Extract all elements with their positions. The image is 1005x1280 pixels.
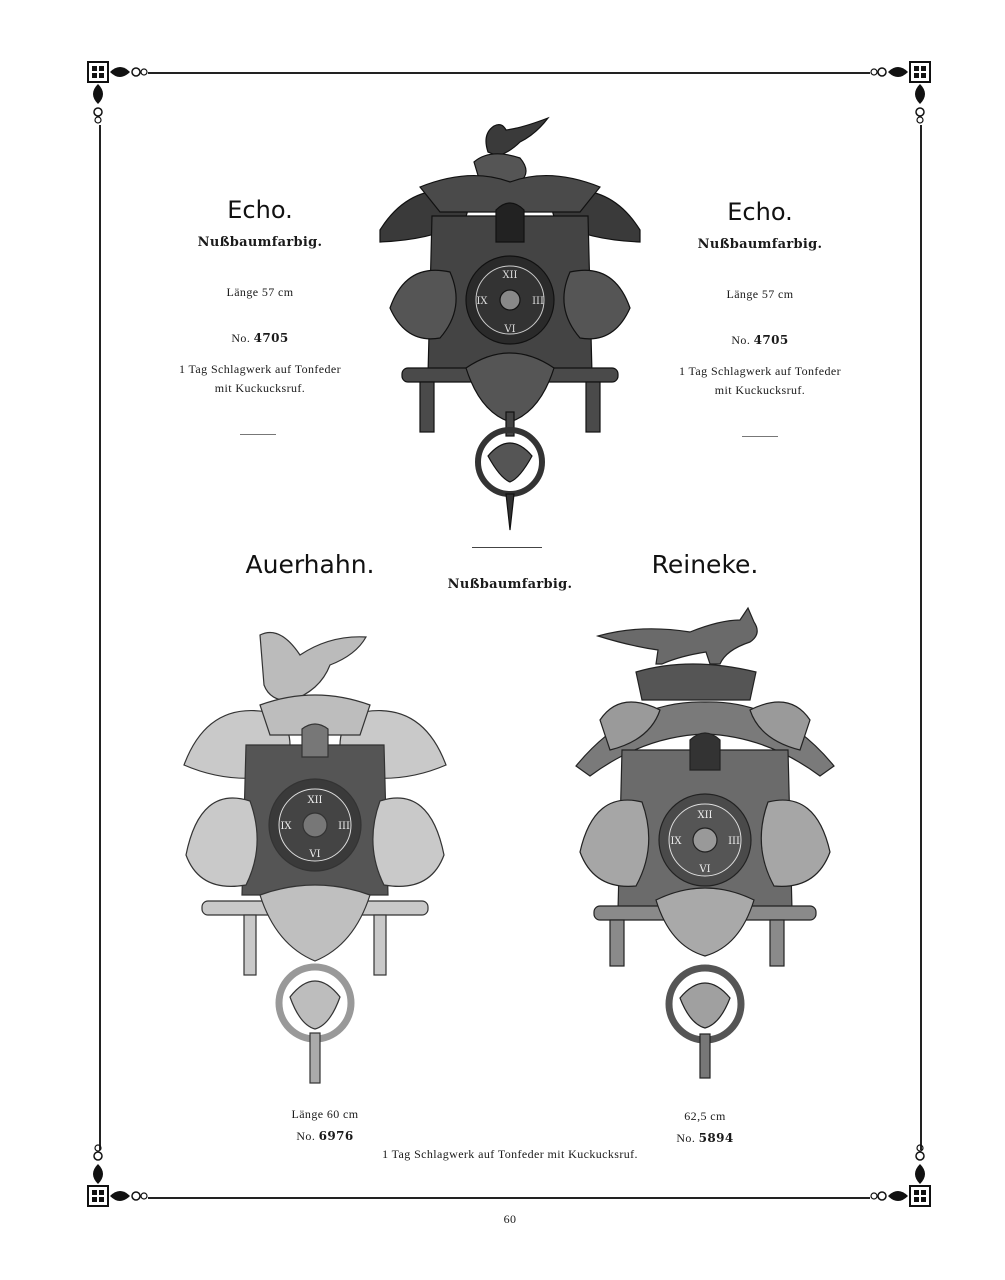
reineke-length: 62,5 cm [684,1109,726,1123]
svg-text:IX: IX [476,296,488,307]
svg-text:VI: VI [699,864,711,875]
divider [472,547,542,548]
article-number: 5894 [698,1131,734,1145]
right-echo-title: Echo. [727,198,793,226]
left-echo-number [180,331,340,346]
right-echo-desc-1: 1 Tag Schlagwerk auf Tonfeder [678,364,842,378]
reineke-number [630,1131,780,1146]
left-echo-desc-1: 1 Tag Schlagwerk auf Tonfeder [178,362,342,376]
left-echo-desc-2: mit Kuckucksruf. [214,381,306,395]
frame-top-line [148,72,870,74]
right-echo-desc-2: mit Kuckucksruf. [714,383,806,397]
article-number: 4705 [253,331,289,345]
frame-bottom-line [148,1197,870,1199]
svg-text:III: III [338,821,350,832]
auerhahn-cuckoo-clock-illustration [180,625,450,1085]
auerhahn-title: Auerhahn. [245,550,375,579]
svg-text:IX: IX [670,836,682,847]
no-prefix: No. [731,333,751,347]
divider [742,436,778,437]
corner-ornament-icon [864,1140,934,1210]
right-echo-number [680,333,840,348]
article-number: 6976 [318,1129,354,1143]
left-echo-title: Echo. [227,196,293,224]
svg-text:VI: VI [504,324,516,335]
corner-ornament-icon [86,60,156,130]
svg-text:XII: XII [697,810,713,821]
auerhahn-length: Länge 60 cm [291,1107,359,1121]
page-number: 60 [503,1212,517,1226]
svg-text:III: III [532,296,544,307]
echo-cuckoo-clock-illustration [370,112,650,532]
shared-finish: Nußbaumfarbig. [447,577,573,592]
svg-text:XII: XII [502,270,518,281]
auerhahn-number [250,1129,400,1144]
corner-ornament-icon [86,1140,156,1210]
no-prefix: No. [676,1131,696,1145]
no-prefix: No. [231,331,251,345]
left-echo-length: Länge 57 cm [226,285,294,299]
frame-left-line [99,125,101,1150]
no-prefix: No. [296,1129,316,1143]
svg-text:III: III [728,836,740,847]
svg-text:VI: VI [309,849,321,860]
left-echo-finish: Nußbaumfarbig. [197,235,323,250]
reineke-title: Reineke. [651,550,759,579]
article-number: 4705 [753,333,789,347]
corner-ornament-icon [864,60,934,130]
right-echo-length: Länge 57 cm [726,287,794,301]
svg-text:IX: IX [280,821,292,832]
reineke-cuckoo-clock-illustration [570,600,840,1080]
svg-text:XII: XII [307,795,323,806]
frame-right-line [920,125,922,1150]
right-echo-finish: Nußbaumfarbig. [697,237,823,252]
shared-description: 1 Tag Schlagwerk auf Tonfeder mit Kuckucksruf. [382,1147,638,1161]
divider [240,434,276,435]
